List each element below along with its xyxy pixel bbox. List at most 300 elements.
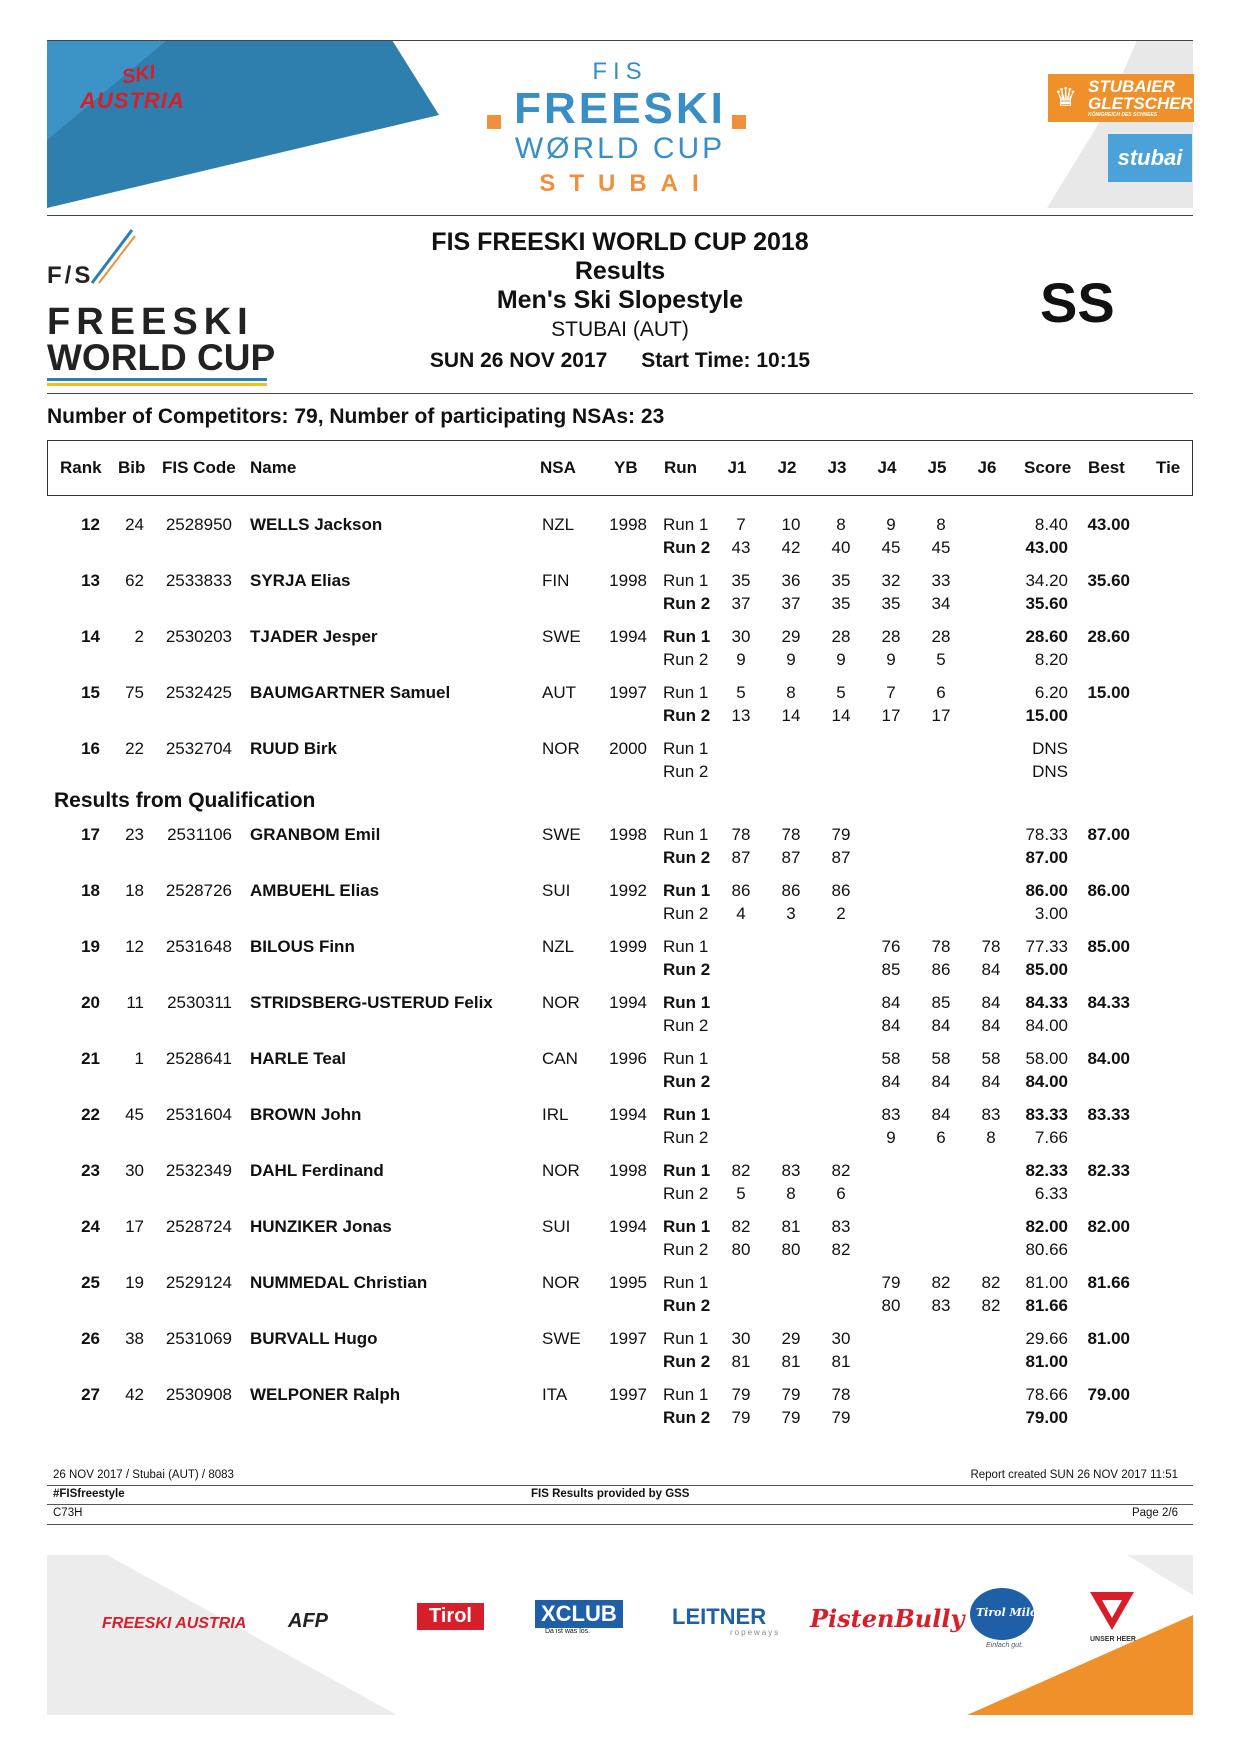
run-label-cell: Run 1 <box>663 825 709 844</box>
judge-score-cell: 79 <box>881 1273 901 1292</box>
run-label-cell: Run 1 <box>663 515 709 534</box>
footer-hashtag: #FISfreestyle <box>53 1488 125 1500</box>
judge-score-cell: 87 <box>831 848 851 867</box>
fis-code-cell: 2528641 <box>165 1049 232 1068</box>
run-score-cell: 86.00 <box>1025 881 1068 900</box>
fis-code-cell: 2528726 <box>165 881 232 900</box>
name-cell: HARLE Teal <box>250 1049 347 1068</box>
yb-cell: 1995 <box>609 1273 647 1292</box>
judge-score-cell: 29 <box>781 1329 801 1348</box>
stubai-logo: stubai <box>1108 134 1192 182</box>
column-header-j5: J5 <box>927 458 947 477</box>
judge-score-cell: 83 <box>931 1296 951 1315</box>
yb-cell: 1997 <box>609 683 647 702</box>
judge-score-cell: 2 <box>836 904 846 923</box>
fis-code-cell: 2531106 <box>167 825 232 844</box>
logo-dot-left-icon <box>487 115 501 129</box>
best-cell: 28.60 <box>1087 627 1130 646</box>
judge-score-cell: 87 <box>781 848 801 867</box>
judge-score-cell: 84 <box>981 1072 1001 1091</box>
rank-cell: 18 <box>81 881 100 900</box>
best-cell: 81.66 <box>1087 1273 1130 1292</box>
run-score-cell: 83.33 <box>1025 1105 1068 1124</box>
fis-code-cell: 2532349 <box>165 1161 232 1180</box>
column-header-score: Score <box>1024 458 1072 477</box>
run-label-cell: Run 1 <box>663 1161 711 1180</box>
fis-code-cell: 2528724 <box>165 1217 232 1236</box>
judge-score-cell: 30 <box>731 1329 751 1348</box>
judge-score-cell: 84 <box>881 1072 901 1091</box>
run-label-cell: Run 2 <box>663 904 709 923</box>
fis-code-cell: 2530203 <box>165 627 232 646</box>
rank-cell: 13 <box>81 571 100 590</box>
column-header-j1: J1 <box>727 458 747 477</box>
nsa-cell: CAN <box>542 1049 578 1068</box>
ski-austria-line2: AUSTRIA <box>80 88 185 113</box>
judge-score-cell: 80 <box>731 1240 751 1259</box>
judge-score-cell: 9 <box>886 650 896 669</box>
section-title: Results from Qualification <box>54 789 316 812</box>
judge-score-cell: 28 <box>931 627 951 646</box>
fis-swoosh-icon <box>87 228 137 288</box>
run-score-cell: 84.00 <box>1025 1072 1068 1091</box>
run-score-cell: 78.33 <box>1025 825 1068 844</box>
fis-freeski-world-cup-logo <box>47 228 279 388</box>
judge-score-cell: 9 <box>886 515 896 534</box>
nsa-cell: NOR <box>542 1273 580 1292</box>
name-cell: STRIDSBERG-USTERUD Felix <box>250 993 493 1012</box>
rank-cell: 27 <box>81 1385 100 1404</box>
stubaier-gletscher-logo <box>1048 74 1194 122</box>
judge-score-cell: 9 <box>786 650 796 669</box>
nsa-cell: NOR <box>542 993 580 1012</box>
run-label-cell: Run 2 <box>663 1296 711 1315</box>
judge-score-cell: 79 <box>781 1385 801 1404</box>
run-label-cell: Run 1 <box>663 627 711 646</box>
judge-score-cell: 8 <box>936 515 946 534</box>
judge-score-cell: 13 <box>731 706 751 725</box>
logo-bar-yellow <box>47 383 267 386</box>
best-cell: 84.00 <box>1087 1049 1130 1068</box>
judge-score-cell: 58 <box>881 1049 901 1068</box>
yb-cell: 1996 <box>609 1049 647 1068</box>
column-header-j2: J2 <box>777 458 797 477</box>
nsa-cell: SWE <box>542 1329 581 1348</box>
run-label-cell: Run 2 <box>663 706 711 725</box>
event-date: SUN 26 NOV 2017 <box>429 349 608 372</box>
yb-cell: 1994 <box>609 627 647 646</box>
yb-cell: 1997 <box>609 1329 647 1348</box>
bib-cell: 45 <box>125 1105 144 1124</box>
bib-cell: 42 <box>125 1385 144 1404</box>
judge-score-cell: 84 <box>931 1016 951 1035</box>
venue: STUBAI (AUT) <box>551 318 689 341</box>
yb-cell: 1998 <box>609 825 647 844</box>
column-header-nsa: NSA <box>540 458 576 477</box>
bib-cell: 30 <box>125 1161 144 1180</box>
run-score-cell: 78.66 <box>1025 1385 1068 1404</box>
name-cell: WELPONER Ralph <box>250 1385 401 1404</box>
fis-mark: F/S <box>47 262 94 289</box>
judge-score-cell: 28 <box>831 627 851 646</box>
logo-freeski: FREESKI <box>514 84 726 133</box>
judge-score-cell: 30 <box>731 627 751 646</box>
judge-score-cell: 29 <box>781 627 801 646</box>
top-rule <box>47 40 1193 41</box>
banner-rule <box>47 215 1193 216</box>
sponsor-background <box>47 1555 1193 1715</box>
bib-cell: 22 <box>125 739 144 758</box>
date-line <box>380 346 860 375</box>
judge-score-cell: 81 <box>781 1352 801 1371</box>
crown-icon: ♛ <box>1054 82 1078 112</box>
run-label-cell: Run 1 <box>663 881 711 900</box>
judge-score-cell: 7 <box>736 515 746 534</box>
run-label-cell: Run 1 <box>663 1329 709 1348</box>
run-score-cell: 58.00 <box>1025 1049 1068 1068</box>
discipline-code: SS <box>1040 271 1115 334</box>
judge-score-cell: 37 <box>781 594 801 613</box>
run-label-cell: Run 2 <box>663 762 709 781</box>
run-score-cell: 8.20 <box>1034 650 1068 669</box>
run-label-cell: Run 1 <box>663 1273 709 1292</box>
best-cell: 81.00 <box>1087 1329 1130 1348</box>
sponsor-xclub: XCLUB <box>535 1600 623 1628</box>
run-label-cell: Run 2 <box>663 848 711 867</box>
sponsor-tirol: Tirol <box>417 1603 484 1630</box>
run-score-cell: 28.60 <box>1025 627 1068 646</box>
rank-cell: 20 <box>81 993 100 1012</box>
run-score-cell: 80.66 <box>1025 1240 1068 1259</box>
fis-code-cell: 2530311 <box>167 993 232 1012</box>
nsa-cell: SWE <box>542 825 581 844</box>
name-cell: DAHL Ferdinand <box>250 1161 384 1180</box>
bib-cell: 2 <box>134 627 144 646</box>
run-label-cell: Run 2 <box>663 1128 709 1147</box>
logo-bar-blue <box>47 378 267 381</box>
judge-score-cell: 86 <box>781 881 801 900</box>
run-score-cell: 81.66 <box>1025 1296 1068 1315</box>
column-header-run: Run <box>664 458 698 477</box>
rank-cell: 21 <box>81 1049 100 1068</box>
judge-score-cell: 58 <box>931 1049 951 1068</box>
rank-cell: 14 <box>81 627 100 646</box>
judge-score-cell: 86 <box>731 881 751 900</box>
judge-score-cell: 82 <box>981 1296 1001 1315</box>
run-score-cell: 77.33 <box>1025 937 1068 956</box>
column-header-bib: Bib <box>118 458 146 477</box>
run-score-cell: 85.00 <box>1025 960 1068 979</box>
column-header-j6: J6 <box>977 458 997 477</box>
bib-cell: 24 <box>125 515 144 534</box>
start-time: Start Time: 10:15 <box>641 349 811 372</box>
sponsor-tirol-milch-sub: Einfach gut. <box>986 1642 1023 1649</box>
column-header-tie: Tie <box>1156 458 1181 477</box>
yb-cell: 1998 <box>609 571 647 590</box>
bib-cell: 23 <box>125 825 144 844</box>
best-cell: 87.00 <box>1087 825 1130 844</box>
logo-dot-right-icon <box>732 115 746 129</box>
sponsor-freeski-austria: FREESKI AUSTRIA <box>102 1615 247 1632</box>
fis-code-cell: 2529124 <box>165 1273 232 1292</box>
run-label-cell: Run 2 <box>663 1240 709 1259</box>
judge-score-cell: 84 <box>931 1105 951 1124</box>
rank-cell: 19 <box>81 937 100 956</box>
best-cell: 79.00 <box>1087 1385 1130 1404</box>
run-label-cell: Run 2 <box>663 1408 711 1427</box>
judge-score-cell: 5 <box>836 683 846 702</box>
best-cell: 84.33 <box>1087 993 1130 1012</box>
sponsor-pistenbully: PistenBully <box>810 1604 965 1633</box>
run-label-cell: Run 1 <box>663 993 711 1012</box>
name-cell: AMBUEHL Elias <box>250 881 380 900</box>
ski-austria-logo <box>70 58 200 132</box>
rank-cell: 26 <box>81 1329 100 1348</box>
stubaier-subtext: KÖNIGREICH DES SCHNEES <box>1088 112 1158 118</box>
judge-score-cell: 8 <box>786 683 796 702</box>
column-header-j4: J4 <box>877 458 897 477</box>
judge-score-cell: 9 <box>886 1128 896 1147</box>
freeski-stubai-logo <box>480 58 760 198</box>
yb-cell: 1992 <box>609 881 647 900</box>
run-score-cell: 84.33 <box>1025 993 1068 1012</box>
yb-cell: 1998 <box>609 515 647 534</box>
nsa-cell: IRL <box>542 1105 569 1124</box>
judge-score-cell: 83 <box>781 1161 801 1180</box>
judge-score-cell: 10 <box>781 515 801 534</box>
nsa-cell: FIN <box>542 571 570 590</box>
footer-provider: FIS Results provided by GSS <box>531 1488 690 1500</box>
run-score-cell: 43.00 <box>1025 538 1068 557</box>
judge-score-cell: 80 <box>881 1296 901 1315</box>
name-cell: BURVALL Hugo <box>250 1329 378 1348</box>
run-score-cell: 79.00 <box>1025 1408 1068 1427</box>
sponsor-xclub-sub: Da ist was los. <box>545 1628 591 1635</box>
run-label-cell: Run 1 <box>663 739 709 758</box>
yb-cell: 1999 <box>609 937 647 956</box>
run-score-cell: 3.00 <box>1034 904 1068 923</box>
best-cell: 83.33 <box>1087 1105 1130 1124</box>
best-cell: 82.00 <box>1087 1217 1130 1236</box>
run-label-cell: Run 1 <box>663 571 709 590</box>
judge-score-cell: 8 <box>986 1128 996 1147</box>
nsa-cell: NOR <box>542 1161 580 1180</box>
judge-score-cell: 30 <box>831 1329 851 1348</box>
run-score-cell: 6.20 <box>1034 683 1068 702</box>
bib-cell: 38 <box>125 1329 144 1348</box>
nsa-cell: NZL <box>542 515 575 534</box>
yb-cell: 1994 <box>609 993 647 1012</box>
name-cell: BAUMGARTNER Samuel <box>250 683 451 702</box>
name-cell: RUUD Birk <box>250 739 337 758</box>
sponsor-leitner: LEITNER <box>672 1604 767 1629</box>
fis-code-cell: 2533833 <box>165 571 232 590</box>
judge-score-cell: 33 <box>931 571 951 590</box>
run-score-cell: DNS <box>1032 739 1068 758</box>
judge-score-cell: 8 <box>836 515 846 534</box>
logo-freeski-text: FREESKI <box>47 301 254 343</box>
judge-score-cell: 84 <box>981 993 1001 1012</box>
judge-score-cell: 36 <box>781 571 801 590</box>
name-cell: GRANBOM Emil <box>250 825 381 844</box>
judge-score-cell: 17 <box>881 706 901 725</box>
run-score-cell: 87.00 <box>1025 848 1068 867</box>
judge-score-cell: 82 <box>831 1161 851 1180</box>
run-label-cell: Run 2 <box>663 594 711 613</box>
judge-score-cell: 86 <box>931 960 951 979</box>
run-score-cell: 35.60 <box>1025 594 1068 613</box>
run-label-cell: Run 1 <box>663 1217 711 1236</box>
nsa-cell: ITA <box>542 1385 568 1404</box>
name-cell: NUMMEDAL Christian <box>250 1273 428 1292</box>
judge-score-cell: 35 <box>881 594 901 613</box>
yb-cell: 1997 <box>609 1385 647 1404</box>
footer-rule-1 <box>47 1485 1193 1486</box>
nsa-cell: AUT <box>542 683 576 702</box>
column-header-j3: J3 <box>827 458 847 477</box>
judge-score-cell: 9 <box>736 650 746 669</box>
judge-score-cell: 17 <box>931 706 951 725</box>
judge-score-cell: 5 <box>936 650 946 669</box>
bib-cell: 62 <box>125 571 144 590</box>
run-label-cell: Run 2 <box>663 538 711 557</box>
judge-score-cell: 83 <box>981 1105 1001 1124</box>
best-cell: 82.33 <box>1087 1161 1130 1180</box>
name-cell: TJADER Jesper <box>250 627 378 646</box>
judge-score-cell: 78 <box>781 825 801 844</box>
judge-score-cell: 35 <box>731 571 751 590</box>
run-score-cell: 81.00 <box>1025 1352 1068 1371</box>
bib-cell: 1 <box>134 1049 144 1068</box>
run-score-cell: 8.40 <box>1034 515 1068 534</box>
logo-stubai: STUBAI <box>539 170 713 197</box>
judge-score-cell: 85 <box>881 960 901 979</box>
name-cell: WELLS Jackson <box>250 515 383 534</box>
judge-score-cell: 84 <box>981 960 1001 979</box>
best-cell: 15.00 <box>1087 683 1130 702</box>
judge-score-cell: 3 <box>786 904 796 923</box>
yb-cell: 2000 <box>609 739 647 758</box>
judge-score-cell: 4 <box>736 904 746 923</box>
judge-score-cell: 76 <box>881 937 901 956</box>
run-score-cell: 6.33 <box>1034 1184 1068 1203</box>
sponsor-leitner-sub: ropeways <box>730 1628 781 1637</box>
footer-rule-2 <box>47 1504 1193 1505</box>
nsa-cell: NOR <box>542 739 580 758</box>
rank-cell: 25 <box>81 1273 100 1292</box>
run-score-cell: 34.20 <box>1025 571 1068 590</box>
run-label-cell: Run 2 <box>663 650 709 669</box>
judge-score-cell: 37 <box>731 594 751 613</box>
fis-code-cell: 2532704 <box>165 739 232 758</box>
judge-score-cell: 84 <box>931 1072 951 1091</box>
judge-score-cell: 32 <box>881 571 901 590</box>
judge-score-cell: 14 <box>781 706 801 725</box>
judge-score-cell: 42 <box>781 538 801 557</box>
judge-score-cell: 82 <box>981 1273 1001 1292</box>
bib-cell: 17 <box>125 1217 144 1236</box>
column-header-yb: YB <box>614 458 638 477</box>
rank-cell: 12 <box>81 515 100 534</box>
nsa-cell: SUI <box>542 881 571 900</box>
fis-code-cell: 2531604 <box>165 1105 232 1124</box>
yb-cell: 1998 <box>609 1161 647 1180</box>
judge-score-cell: 34 <box>931 594 951 613</box>
judge-score-cell: 79 <box>731 1408 751 1427</box>
fis-code-cell: 2530908 <box>165 1385 232 1404</box>
rank-cell: 16 <box>81 739 100 758</box>
run-label-cell: Run 1 <box>663 937 709 956</box>
judge-score-cell: 79 <box>831 1408 851 1427</box>
ski-austria-line1: SKI <box>120 61 157 89</box>
judge-score-cell: 81 <box>731 1352 751 1371</box>
logo-world-cup-text: WORLD CUP <box>47 337 276 378</box>
run-score-cell: 84.00 <box>1025 1016 1068 1035</box>
competitors-summary: Number of Competitors: 79, Number of participating NSAs: 23 <box>47 405 665 428</box>
rank-cell: 24 <box>81 1217 100 1236</box>
judge-score-cell: 83 <box>831 1217 851 1236</box>
logo-world-cup: WØRLD CUP <box>514 132 726 165</box>
fis-code-cell: 2531069 <box>165 1329 232 1348</box>
name-cell: SYRJA Elias <box>250 571 351 590</box>
best-cell: 43.00 <box>1087 515 1130 534</box>
judge-score-cell: 82 <box>731 1161 751 1180</box>
run-label-cell: Run 2 <box>663 1352 711 1371</box>
judge-score-cell: 84 <box>881 1016 901 1035</box>
yb-cell: 1994 <box>609 1105 647 1124</box>
judge-score-cell: 78 <box>731 825 751 844</box>
run-label-cell: Run 1 <box>663 683 709 702</box>
bib-cell: 75 <box>125 683 144 702</box>
judge-score-cell: 78 <box>981 937 1001 956</box>
judge-score-cell: 6 <box>936 1128 946 1147</box>
judge-score-cell: 7 <box>886 683 896 702</box>
rank-cell: 15 <box>81 683 100 702</box>
run-score-cell: 82.00 <box>1025 1217 1068 1236</box>
run-score-cell: 7.66 <box>1034 1128 1068 1147</box>
column-header-fis-code: FIS Code <box>162 458 236 477</box>
run-label-cell: Run 2 <box>663 1072 711 1091</box>
run-label-cell: Run 2 <box>663 1016 709 1035</box>
judge-score-cell: 40 <box>831 538 851 557</box>
fis-code-cell: 2528950 <box>165 515 232 534</box>
stubaier-text: STUBAIER GLETSCHER <box>1088 77 1193 113</box>
judge-score-cell: 78 <box>831 1385 851 1404</box>
judge-score-cell: 81 <box>831 1352 851 1371</box>
best-cell: 85.00 <box>1087 937 1130 956</box>
footer-code: C73H <box>53 1507 83 1519</box>
run-score-cell: 82.33 <box>1025 1161 1068 1180</box>
judge-score-cell: 79 <box>731 1385 751 1404</box>
page-title: FIS FREESKI WORLD CUP 2018 <box>431 228 809 256</box>
best-cell: 35.60 <box>1087 571 1130 590</box>
judge-score-cell: 82 <box>831 1240 851 1259</box>
judge-score-cell: 84 <box>881 993 901 1012</box>
judge-score-cell: 79 <box>781 1408 801 1427</box>
bib-cell: 18 <box>125 881 144 900</box>
fis-code-cell: 2531648 <box>165 937 232 956</box>
sponsor-unser-heer: UNSER HEER <box>1090 1636 1136 1643</box>
page-subtitle: Results <box>574 257 666 285</box>
event-name: Men's Ski Slopestyle <box>496 286 744 314</box>
name-cell: BILOUS Finn <box>250 937 355 956</box>
judge-score-cell: 85 <box>931 993 951 1012</box>
rank-cell: 22 <box>81 1105 100 1124</box>
judge-score-cell: 82 <box>931 1273 951 1292</box>
footer-page-number: Page 2/6 <box>1131 1507 1178 1519</box>
judge-score-cell: 9 <box>836 650 846 669</box>
judge-score-cell: 8 <box>786 1184 796 1203</box>
